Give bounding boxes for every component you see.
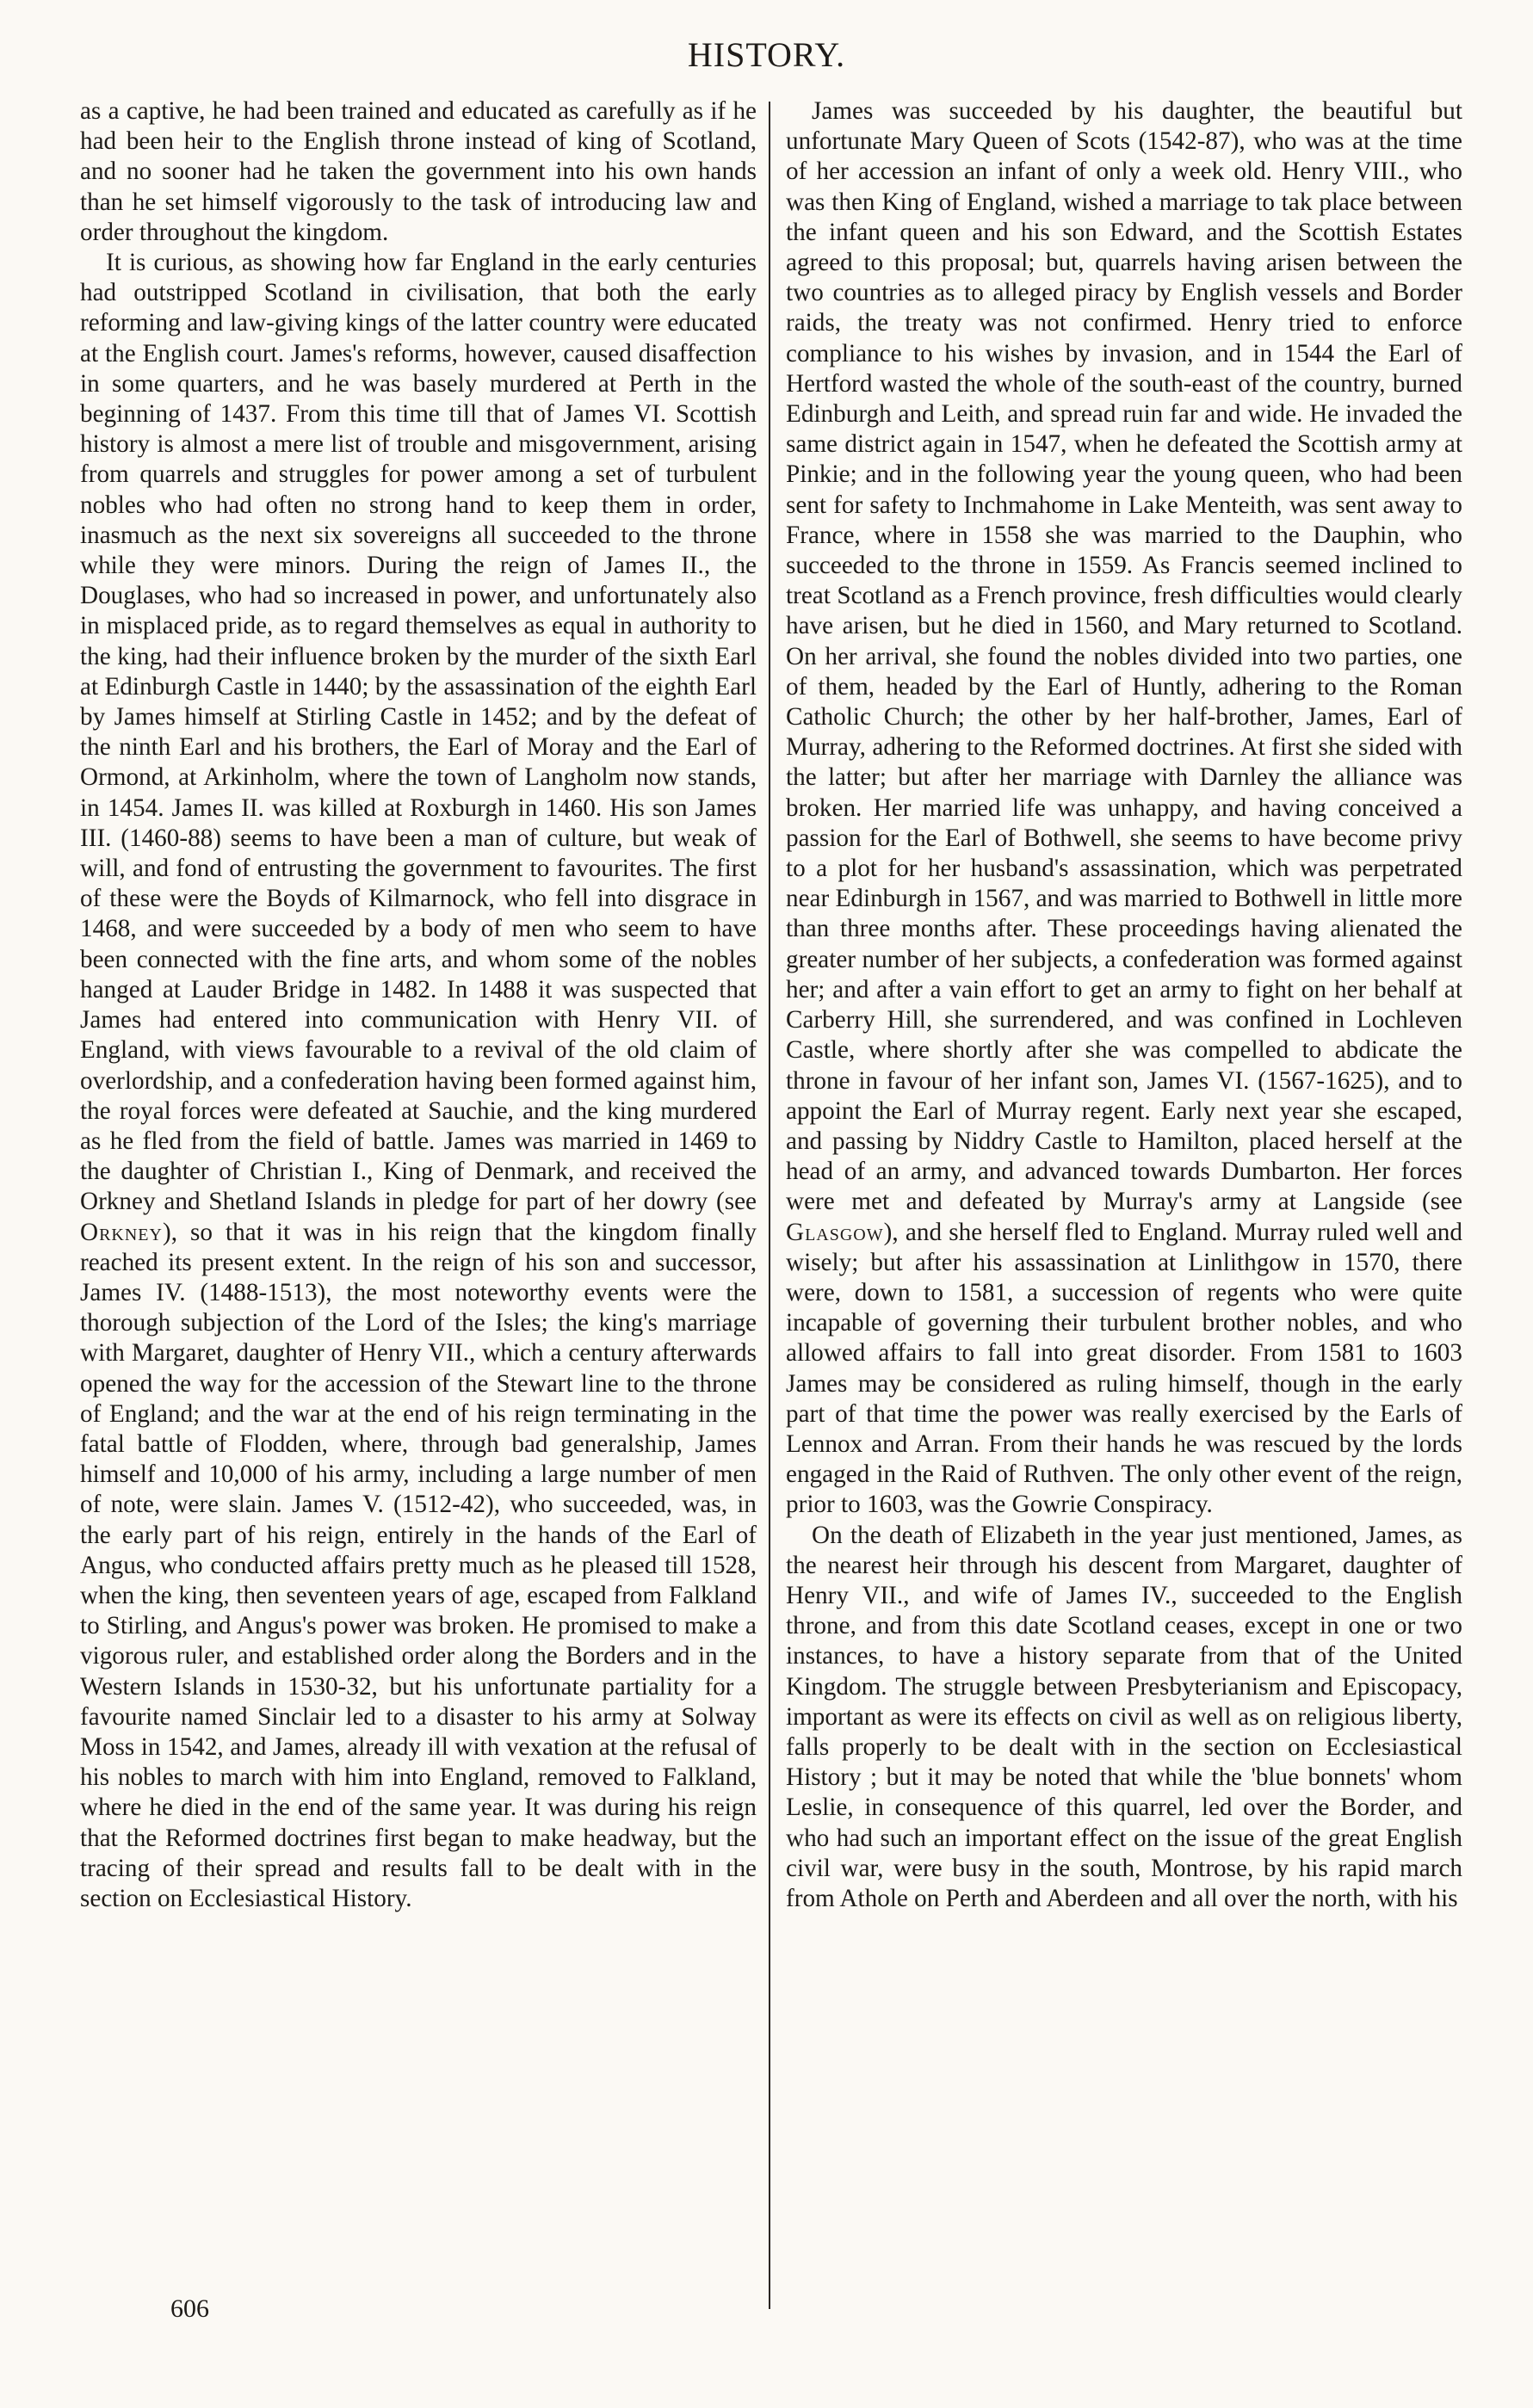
page-number: 606 xyxy=(170,2294,209,2323)
running-head: HISTORY. xyxy=(687,35,846,74)
left-column xyxy=(80,96,757,1914)
paragraph-text: as a captive, he had been trained and educated as carefully as if he had been heir to the English throne instead of king of Scotland, and no sooner had he taken the government into his own hands than he set himself vigorously to the task of introducing law and order throughout the kingdom. xyxy=(80,97,757,246)
paragraph xyxy=(786,1521,1462,1915)
cross-reference: Glasgow xyxy=(786,1218,884,1246)
paragraph xyxy=(80,248,757,1914)
paragraph-text: James was succeeded by his daughter, the beautiful but unfortunate Mary Queen of Scots (1542-87), who was at the time of her accession an infant of only a week old. Henry VIII., who was then King of England, wished a marriage to tak place between the infant queen and his son Edward, and the Scottish Estates agreed to this proposal; but, quarrels having arisen between the two countries as to alleged piracy by English vessels and Border raids, the treaty was not confirmed. Henry tried to enforce compliance to his wishes by invasion, and in 1544 the Earl of Hertford wasted the whole of the south-east of the country, burned Edinburgh and Leith, and spread ruin far and wide. He invaded the same district again in 1547, when he defeated the Scottish army at Pinkie; and in the following year the young queen, who had been sent for safety to Inchmahome in Lake Menteith, was sent away to France, where in 1558 she was married to the Dauphin, who succeeded to the throne in 1559. As Francis seemed inclined to treat Scotland as a French province, fresh difficulties would clearly have arisen, but he died in 1560, and Mary returned to Scotland. On her arrival, she found the nobles divided into two parties, one of them, headed by the Earl of Huntly, adhering to the Roman Catholic Church; the other by her half-brother, James, Earl of Murray, adhering to the Reformed doctrines. At first she sided with the latter; but after her marriage with Darnley the alliance was broken. Her married life was unhappy, and having conceived a passion for the Earl of Bothwell, she seems to have become privy to a plot for her husband's assassination, which was perpetrated near Edinburgh in 1567, and was married to Bothwell in little more than three months after. These proceedings having alienated the greater number of her subjects, a confederation was formed against her; and after a vain effort to get an army to fight on her behalf at Carberry Hill, she surrendered, and was confined in Lochleven Castle, where shortly after she was compelled to abdicate the throne in favour of her infant son, James VI. (1567-1625), and to appoint the Earl of Murray regent. Early next year she escaped, and passing by Niddry Castle to Hamilton, placed herself at the head of an army, and advanced towards Dumbarton. Her forces were met and defeated by Murray's army at Langside (see xyxy=(786,97,1462,1216)
paragraph-text: On the death of Elizabeth in the year just mentioned, James, as the nearest heir through his descent from Margaret, daughter of Henry VII., and wife of James IV., succeeded to the English throne, and from this date Scotland ceases, except in one or two instances, to have a history separate from that of the United Kingdom. The struggle between Presbyterianism and Episcopacy, important as were its effects on civil as well as on religious liberty, falls properly to be dealt with in the section on Ecclesiastical History ; but it may be noted that while the 'blue bonnets' whom Leslie, in consequence of this quarrel, led over the Border, and who had such an important effect on the issue of the great English civil war, were busy in the south, Montrose, by his rapid march from Athole on Perth and Aberdeen and all over the north, with his xyxy=(786,1521,1462,1912)
paragraph xyxy=(80,96,757,248)
cross-reference: Orkney xyxy=(80,1218,163,1246)
paragraph-text: ), and she herself fled to England. Murray ruled well and wisely; but after his assassination at Linlithgow in 1570, there were, down to 1581, a succession of regents who were quite incapable of governing their turbulent brother nobles, and who allowed affairs to fall into great disorder. From 1581 to 1603 James may be considered as ruling himself, though in the early part of that time the power was really exercised by the Earls of Lennox and Arran. From their hands he was rescued by the lords engaged in the Raid of Ruthven. The only other event of the reign, prior to 1603, was the Gowrie Conspiracy. xyxy=(786,1218,1462,1519)
column-divider xyxy=(769,102,770,2309)
paragraph-text: It is curious, as showing how far England in the early centuries had outstripped Scotland in civilisation, that both the early reforming and law-giving kings of the latter country were educated at the English court. James's reforms, however, caused disaffection in some quarters, and he was basely murdered at Perth in the beginning of 1437. From this time till that of James VI. Scottish history is almost a mere list of trouble and misgovernment, arising from quarrels and struggles for power among a set of turbulent nobles who had often no strong hand to keep them in order, inasmuch as the next six sovereigns all succeeded to the throne while they were minors. During the reign of James II., the Douglases, who had so increased in power, and unfortunately also in misplaced pride, as to regard themselves as equal in authority to the king, had their influence broken by the murder of the sixth Earl at Edinburgh Castle in 1440; by the assassination of the eighth Earl by James himself at Stirling Castle in 1452; and by the defeat of the ninth Earl and his brothers, the Earl of Moray and the Earl of Ormond, at Arkinholm, where the town of Langholm now stands, in 1454. James II. was killed at Roxburgh in 1460. His son James III. (1460-88) seems to have been a man of culture, but weak of will, and fond of entrusting the government to favourites. The first of these were the Boyds of Kilmarnock, who fell into disgrace in 1468, and were succeeded by a body of men who seem to have been connected with the fine arts, and whom some of the nobles hanged at Lauder Bridge in 1482. In 1488 it was suspected that James had entered into communication with Henry VII. of England, with views favourable to a revival of the old claim of overlordship, and a confederation having been formed against him, the royal forces were defeated at Sauchie, and the king murdered as he fled from the field of battle. James was married in 1469 to the daughter of Christian I., King of Denmark, and received the Orkney and Shetland Islands in pledge for part of her dowry (see xyxy=(80,249,757,1216)
paragraph xyxy=(786,96,1462,1521)
right-column xyxy=(786,96,1462,1914)
paragraph-text: ), so that it was in his reign that the kingdom finally reached its present extent. In the reign of his son and successor, James IV. (1488-1513), the most noteworthy events were the thorough subjection of the Lord of the Isles; the king's marriage with Margaret, daughter of Henry VII., which a century afterwards opened the way for the accession of the Stewart line to the throne of England; and the war at the end of his reign terminating in the fatal battle of Flodden, where, through bad generalship, James himself and 10,000 of his army, including a large number of men of note, were slain. James V. (1512-42), who succeeded, was, in the early part of his reign, entirely in the hands of the Earl of Angus, who conducted affairs pretty much as he pleased till 1528, when the king, then seventeen years of age, escaped from Falkland to Stirling, and Angus's power was broken. He promised to make a vigorous ruler, and established order along the Borders and in the Western Islands in 1530-32, but his unfortunate partiality for a favourite named Sinclair led to a disaster to his army at Solway Moss in 1542, and James, already ill with vexation at the refusal of his nobles to march with him into England, removed to Falkland, where he died in the end of the same year. It was during his reign that the Reformed doctrines first began to make headway, but the tracing of their spread and results fall to be dealt with in the section on Ecclesiastical History. xyxy=(80,1218,757,1912)
